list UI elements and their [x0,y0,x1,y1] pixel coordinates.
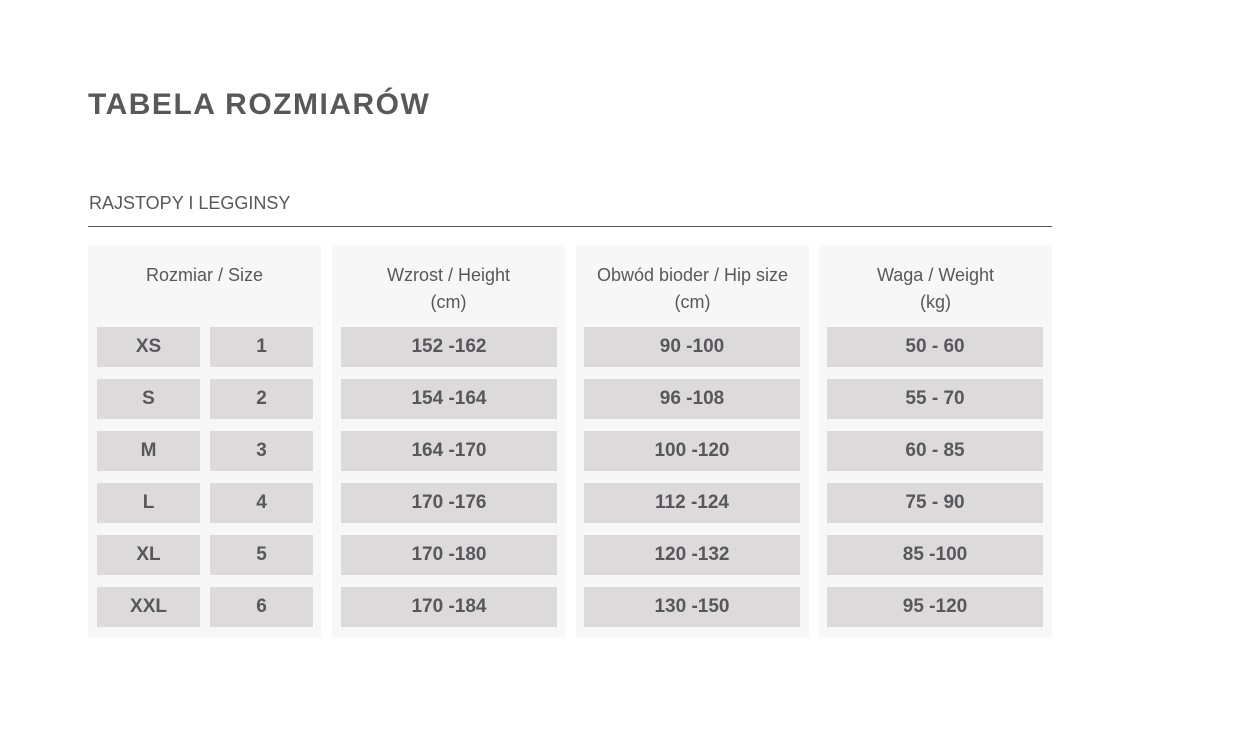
weight-header-label: Waga / Weight [876,265,995,285]
height-cell: 152 -162 [341,327,557,367]
hip-column-header [576,262,809,316]
hip-cell: 120 -132 [584,535,800,575]
size-number-cell: 6 [210,587,313,627]
size-column [88,245,321,637]
weight-header-unit: (kg) [920,292,951,312]
height-column [332,245,565,637]
weight-cell: 95 -120 [827,587,1043,627]
weight-column [819,245,1052,637]
size-letter-cell: L [97,483,200,523]
weight-cell: 75 - 90 [827,483,1043,523]
size-letter-cell: XL [97,535,200,575]
size-number-cell: 2 [210,379,313,419]
size-header-label: Rozmiar / Size [145,265,264,285]
hip-cell: 96 -108 [584,379,800,419]
hip-header-unit: (cm) [674,292,711,312]
size-letter-cell: XS [97,327,200,367]
weight-cell: 85 -100 [827,535,1043,575]
height-cell: 164 -170 [341,431,557,471]
section-title: RAJSTOPY I LEGGINSY [89,193,291,213]
size-column-header [88,262,321,289]
hip-cell: 130 -150 [584,587,800,627]
size-letter-cell: S [97,379,200,419]
hip-cell: 90 -100 [584,327,800,367]
weight-column-header [819,262,1052,316]
size-number-cell: 5 [210,535,313,575]
size-number-cell: 3 [210,431,313,471]
height-cell: 170 -180 [341,535,557,575]
weight-cell: 50 - 60 [827,327,1043,367]
size-letter-cell: XXL [97,587,200,627]
height-cell: 154 -164 [341,379,557,419]
height-header-unit: (cm) [430,292,467,312]
size-number-cell: 1 [210,327,313,367]
height-header-label: Wzrost / Height [386,265,511,285]
hip-column [576,245,809,637]
weight-cell: 55 - 70 [827,379,1043,419]
height-column-header [332,262,565,316]
size-number-cell: 4 [210,483,313,523]
hip-cell: 100 -120 [584,431,800,471]
hip-header-label: Obwód bioder / Hip size [596,265,789,285]
height-cell: 170 -184 [341,587,557,627]
hip-cell: 112 -124 [584,483,800,523]
size-letter-cell: M [97,431,200,471]
weight-cell: 60 - 85 [827,431,1043,471]
height-cell: 170 -176 [341,483,557,523]
page-title: TABELA ROZMIARÓW [88,88,431,121]
section-divider [88,226,1052,227]
